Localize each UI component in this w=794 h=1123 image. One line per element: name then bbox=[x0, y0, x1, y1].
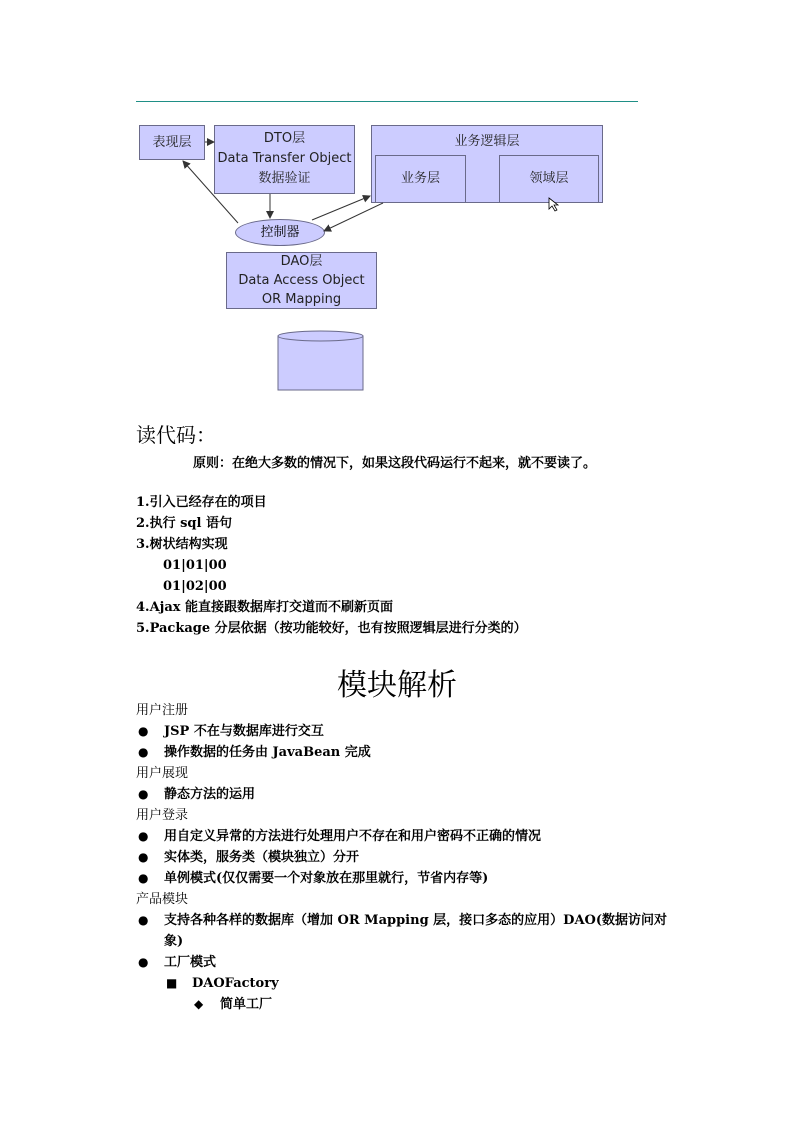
dto-layer-title: DTO层 bbox=[263, 131, 306, 146]
service-layer-label: 业务层 bbox=[400, 171, 440, 186]
bullet-dot-icon: ● bbox=[138, 829, 149, 843]
controller-label: 控制器 bbox=[260, 225, 300, 240]
presentation-layer-box bbox=[139, 125, 205, 160]
dto-layer-note: 数据验证 bbox=[258, 171, 311, 186]
list-item: 01|02|00 bbox=[163, 579, 227, 594]
list-item: ◆ 简单工厂 bbox=[136, 994, 696, 1015]
list-item: ● 用自定义异常的方法进行处理用户不存在和用户密码不正确的情况 bbox=[136, 826, 696, 847]
read-code-heading: 读代码： bbox=[136, 423, 216, 447]
read-code-list bbox=[136, 492, 527, 639]
bullet-dot-icon: ● bbox=[138, 913, 149, 927]
list-item: ■ DAOFactory bbox=[136, 973, 696, 994]
section-heading: 用户展现 bbox=[136, 766, 189, 781]
bullet-diamond-icon: ◆ bbox=[194, 997, 204, 1011]
bullet-dot-icon: ● bbox=[138, 787, 149, 801]
list-item: ● JSP 不在与数据库进行交互 bbox=[136, 721, 696, 742]
module-title: 模块解析 bbox=[337, 668, 457, 703]
business-logic-layer-label: 业务逻辑层 bbox=[454, 134, 520, 149]
read-code-principle: 原则：在绝大多数的情况下，如果这段代码运行不起来，就不要读了。 bbox=[193, 456, 597, 471]
list-item: ● 实体类，服务类（模块独立）分开 bbox=[136, 847, 696, 868]
dao-layer-box bbox=[226, 252, 377, 309]
business-to-controller-arrow bbox=[324, 203, 383, 231]
list-item: 1.引入已经存在的项目 bbox=[136, 495, 267, 510]
bullet-dot-icon: ● bbox=[138, 871, 149, 885]
list-item: 5.Package 分层依据（按功能较好，也有按照逻辑层进行分类的） bbox=[136, 621, 527, 636]
bullet-dot-icon: ● bbox=[138, 955, 149, 969]
domain-layer-box bbox=[499, 155, 599, 203]
diagram-connectors bbox=[0, 0, 794, 420]
bullet-dot-icon: ● bbox=[138, 850, 149, 864]
dao-layer-title: DAO层 bbox=[280, 254, 323, 269]
list-item: ● 单例模式(仅仅需要一个对象放在那里就行，节省内存等) bbox=[136, 868, 696, 889]
list-item: ● 支持各种各样的数据库（增加 OR Mapping 层，接口多态的应用）DAO(数据访问对象) bbox=[136, 910, 696, 952]
section-heading: 用户登录 bbox=[136, 808, 189, 823]
service-layer-box bbox=[375, 155, 466, 203]
bullet-dot-icon: ● bbox=[138, 724, 149, 738]
bullet-square-icon: ■ bbox=[166, 976, 178, 990]
list-item: ● 静态方法的运用 bbox=[136, 784, 696, 805]
dto-layer-box bbox=[214, 125, 355, 194]
controller-ellipse bbox=[235, 219, 325, 246]
list-item: ● 工厂模式 bbox=[136, 952, 696, 973]
list-item: 3.树状结构实现 bbox=[136, 537, 228, 552]
list-item: 4.Ajax 能直接跟数据库打交道而不刷新页面 bbox=[136, 600, 394, 615]
list-item: ● 操作数据的任务由 JavaBean 完成 bbox=[136, 742, 696, 763]
section-heading: 用户注册 bbox=[136, 703, 189, 718]
list-item: 01|01|00 bbox=[163, 558, 227, 573]
module-outline bbox=[136, 700, 696, 1015]
section-heading: 产品模块 bbox=[136, 892, 189, 907]
domain-layer-label: 领域层 bbox=[529, 171, 569, 186]
dao-layer-note: OR Mapping bbox=[261, 292, 342, 307]
dto-layer-full-name: Data Transfer Object bbox=[217, 151, 352, 166]
list-item: 2.执行 sql 语句 bbox=[136, 516, 232, 531]
bullet-dot-icon: ● bbox=[138, 745, 149, 759]
database-cylinder-icon bbox=[278, 331, 363, 390]
header-rule bbox=[136, 101, 638, 102]
dao-layer-full-name: Data Access Object bbox=[238, 273, 365, 288]
controller-to-business-arrow bbox=[312, 196, 370, 220]
presentation-layer-label: 表现层 bbox=[152, 135, 192, 150]
